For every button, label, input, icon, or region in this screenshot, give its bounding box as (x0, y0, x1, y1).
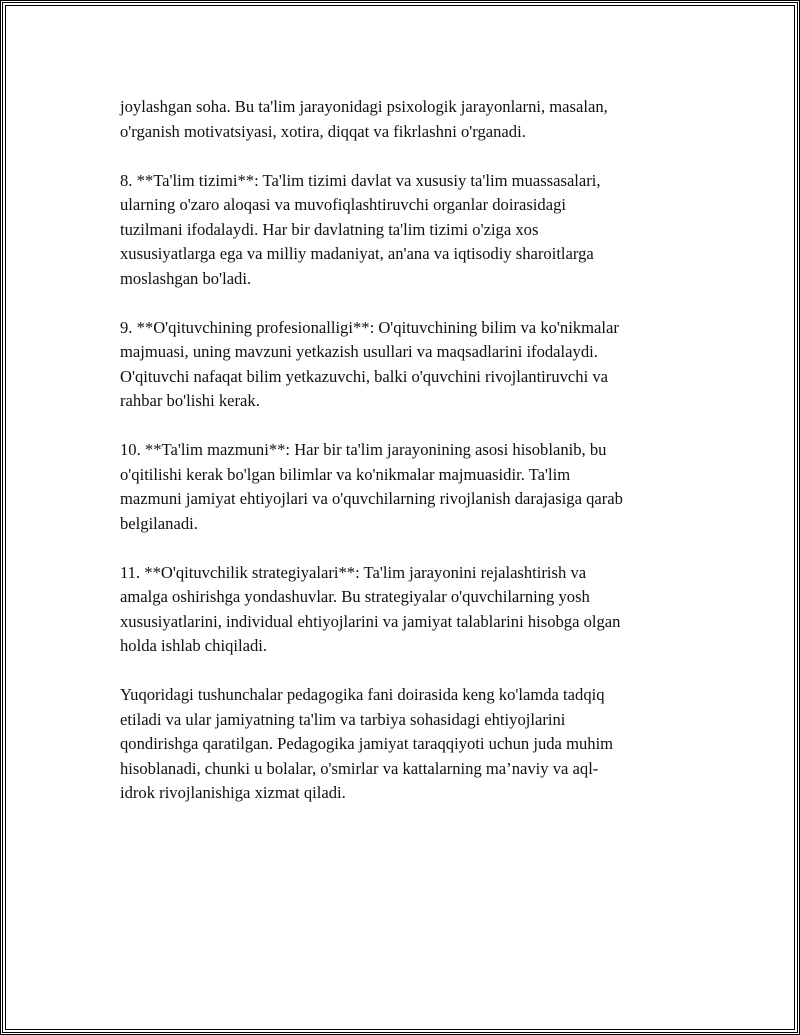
paragraph-education-content: 10. **Ta'lim mazmuni**: Har bir ta'lim jarayonining asosi hisoblanib, bu o'qitilishi kerak bo'lgan bilimlar va ko'nikmalar majmuasidir. Ta'lim mazmuni jamiyat ehtiyojlari va o'quvchilarning rivojlanish darajasiga qarab belgilanadi. (120, 440, 623, 533)
paragraph-psychology-continuation: joylashgan soha. Bu ta'lim jarayonidagi psixologik jarayonlarni, masalan, o'rganish motivatsiyasi, xotira, diqqat va fikrlashni o'rganadi. (120, 97, 608, 141)
paragraph-teacher-professionalism: 9. **O'qituvchining profesionalligi**: O'qituvchining bilim va ko'nikmalar majmuasi, uning mavzuni yetkazish usullari va maqsadlarini ifodalaydi. O'qituvchi nafaqat bilim yetkazuvchi, balki o'quvchini rivojlantiruvchi va rahbar bo'lishi kerak. (120, 317, 619, 410)
paragraph-teaching-strategies: 11. **O'qituvchilik strategiyalari**: Ta'lim jarayonini rejalashtirish va amalga oshirishga yondashuvlar. Bu strategiyalar o'quvchilarning yosh xususiyatlarini, individual ehtiyojlarini va jamiyat talablarini hisobga olgan holda ishlab chiqiladi. (120, 562, 621, 655)
paragraph-conclusion: Yuqoridagi tushunchalar pedagogika fani doirasida keng ko'lamda tadqiq etiladi va ular jamiyatning ta'lim va tarbiya sohasidagi ehtiyojlarini qondirishga qaratilgan. Pedagogika jamiyat taraqqiyoti uchun juda muhim hisoblanadi, chunki u bolalar, o'smirlar va kattalarning ma’naviy va aql- idrok rivojlanishiga xizmat qiladi. (120, 685, 614, 802)
paragraph-education-system: 8. **Ta'lim tizimi**: Ta'lim tizimi davlat va xususiy ta'lim muassasalari, ularning o'zaro aloqasi va muvofiqlashtiruvchi organlar doirasidagi tuzilmani ifodalaydi. Har bir davlatning ta'lim tizimi o'ziga xos xususiyatlarga ega va milliy madaniyat, an'ana va iqtisodiy sharoitlarga moslashgan bo'ladi. (120, 170, 601, 288)
document-body (120, 95, 690, 830)
